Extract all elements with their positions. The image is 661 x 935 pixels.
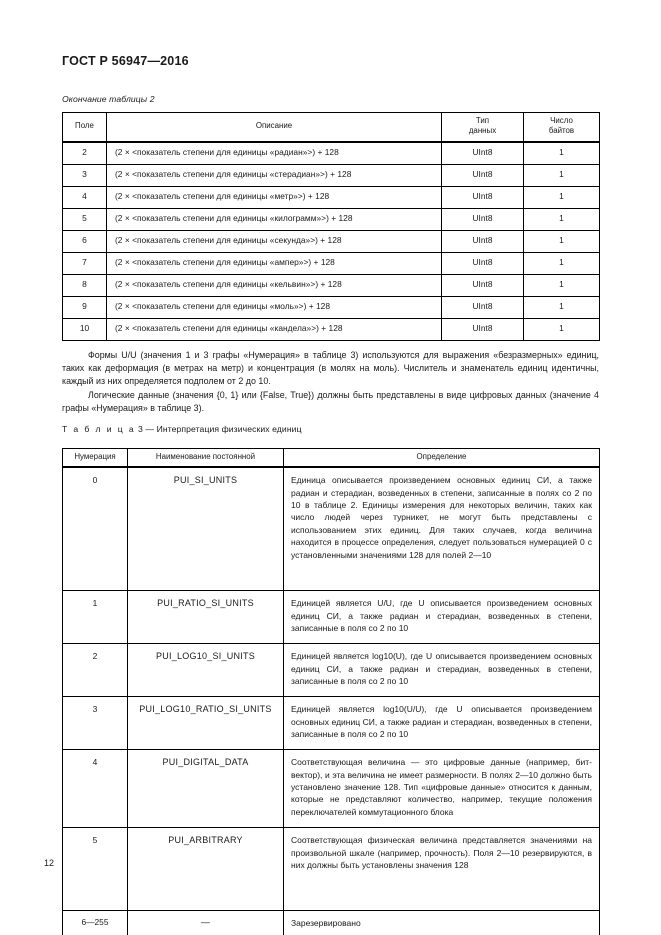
table2-cell-field: 2: [63, 142, 107, 165]
table2-cell-bytes: 1: [524, 318, 600, 340]
table2-caption: Окончание таблицы 2: [62, 94, 155, 104]
table3-body: [63, 467, 600, 935]
table2-cell-bytes: 1: [524, 230, 600, 252]
table-row: [63, 142, 600, 165]
table-row: [63, 591, 600, 644]
table2-cell-field: 5: [63, 208, 107, 230]
table-row: [63, 252, 600, 274]
paragraph-dimensionless-units: Формы U/U (значения 1 и 3 графы «Нумерация» в таблице 3) используются для выражения «безразмерных» единиц, таких как деформация (в метрах на метр) и концентрация (в молях на моль). Числитель и знаменатель единиц идентичны, каждый из них определяется подполем от 2 до 10.: [62, 350, 599, 387]
table3-cell-constant: PUI_RATIO_SI_UNITS: [128, 591, 284, 644]
table3-cell-definition: Зарезервировано: [284, 911, 600, 935]
table2-cell-type: UInt8: [442, 142, 524, 165]
table3-col-header-constant-name: Наименование постоянной: [128, 449, 284, 468]
table3-cell-constant: PUI_LOG10_RATIO_SI_UNITS: [128, 697, 284, 750]
table2-cell-type: UInt8: [442, 230, 524, 252]
table3-cell-definition: Единицей является log10(U), где U описывается произведением основных единиц СИ, а также радиан и стерадиан, возведенных в степени, записанные в поля со 2 по 10: [284, 644, 600, 697]
paragraph-logical-data: Логические данные (значения {0, 1} или {False, True}) должны быть представлены в виде цифровых данных (значение 4 графы «Нумерация» в таблице 3).: [62, 390, 599, 414]
table3-cell-constant: —: [128, 911, 284, 935]
table3-col-header-definition: Определение: [284, 449, 600, 468]
table2-col-header-data-type-line1: Тип: [475, 116, 490, 125]
table2-cell-field: 10: [63, 318, 107, 340]
table-row: [63, 467, 600, 591]
table2-col-header-description: Описание: [107, 113, 442, 142]
table2-cell-description: (2 × <показатель степени для единицы «радиан»>) + 128: [107, 142, 442, 165]
table-row: [63, 828, 600, 911]
table-row: [63, 274, 600, 296]
standard-number-header: ГОСТ Р 56947—2016: [62, 54, 189, 68]
table2-cell-type: UInt8: [442, 208, 524, 230]
table-row: [63, 750, 600, 828]
table2-cell-field: 7: [63, 252, 107, 274]
table3-cell-definition: Соответствующая величина — это цифровые данные (например, бит-вектор), и эта величина не имеет размерности. В полях 2—10 должно быть установлено значение 128. Тип «цифровые данные» относится к данным, которые не представляют количество, например, текущие положения переключателей коммутационного блока: [284, 750, 600, 828]
table2-cell-type: UInt8: [442, 252, 524, 274]
table-2-field-definitions: [62, 112, 600, 341]
table2-col-header-data-type: [442, 113, 524, 142]
table-row: [63, 230, 600, 252]
table2-body: [63, 142, 600, 341]
table2-col-header-data-type-line2: данных: [468, 126, 497, 136]
table2-cell-bytes: 1: [524, 186, 600, 208]
table2-cell-type: UInt8: [442, 186, 524, 208]
table3-cell-constant: PUI_DIGITAL_DATA: [128, 750, 284, 828]
table2-cell-bytes: 1: [524, 164, 600, 186]
table2-cell-type: UInt8: [442, 274, 524, 296]
table3-cell-constant: PUI_SI_UNITS: [128, 467, 284, 591]
table3-cell-definition: Единицей является log10(U/U), где U описывается произведением основных единиц СИ, а также радиан и стерадиан, возведенных в степени, записанные в поля со 2 по 10: [284, 697, 600, 750]
table3-cell-constant: PUI_LOG10_SI_UNITS: [128, 644, 284, 697]
table-row: [63, 911, 600, 935]
table3-cell-numeration: 6—255: [63, 911, 128, 935]
table2-col-header-field: Поле: [63, 113, 107, 142]
page-number: 12: [44, 858, 55, 868]
table2-cell-description: (2 × <показатель степени для единицы «метр»>) + 128: [107, 186, 442, 208]
table2-cell-field: 9: [63, 296, 107, 318]
table3-caption-text: — Интерпретация физических единиц: [145, 424, 302, 434]
table2-cell-field: 6: [63, 230, 107, 252]
table3-cell-definition: Соответствующая физическая величина представляется значениями на произвольной шкале (например, прочность). Поля 2—10 резервируются, в них должны быть установлены значения 128: [284, 828, 600, 911]
table2-cell-description: (2 × <показатель степени для единицы «моль»>) + 128: [107, 296, 442, 318]
table3-cell-numeration: 0: [63, 467, 128, 591]
table3-cell-numeration: 5: [63, 828, 128, 911]
table2-cell-field: 8: [63, 274, 107, 296]
table2-cell-description: (2 × <показатель степени для единицы «секунда»>) + 128: [107, 230, 442, 252]
table-row: [63, 318, 600, 340]
table-3-physical-unit-interpretation: [62, 448, 600, 935]
table-row: [63, 208, 600, 230]
table2-col-header-bytes-line2: байтов: [548, 126, 575, 136]
table-row: [63, 697, 600, 750]
table-row: [63, 296, 600, 318]
table2-col-header-bytes: [524, 113, 600, 142]
table2-cell-field: 4: [63, 186, 107, 208]
table2-cell-type: UInt8: [442, 318, 524, 340]
table3-caption-label: Т а б л и ц а: [62, 424, 136, 434]
table2-cell-bytes: 1: [524, 142, 600, 165]
table3-cell-numeration: 1: [63, 591, 128, 644]
table3-cell-constant: PUI_ARBITRARY: [128, 828, 284, 911]
table3-cell-numeration: 4: [63, 750, 128, 828]
table2-cell-bytes: 1: [524, 296, 600, 318]
table3-col-header-numeration: Нумерация: [63, 449, 128, 468]
table2-col-header-bytes-line1: Число: [550, 116, 573, 125]
table2-cell-description: (2 × <показатель степени для единицы «кельвин»>) + 128: [107, 274, 442, 296]
table2-cell-description: (2 × <показатель степени для единицы «кандела»>) + 128: [107, 318, 442, 340]
table2-cell-bytes: 1: [524, 274, 600, 296]
table2-cell-description: (2 × <показатель степени для единицы «ампер»>) + 128: [107, 252, 442, 274]
table3-caption: [62, 424, 302, 434]
table3-header-row: [63, 449, 600, 468]
table3-cell-definition: Единица описывается произведением основных единиц СИ, а также радиан и стерадиан, возведенных в степени, записанные в полях со 2 по 10 в таблице 2. Единицы измерения для некоторых величин, таких как число людей через турникет, не могут быть представлены с использованием этих единиц. Для таких случаев, когда величина находится в процессе определения, следует пользоваться нумерацией 0 с установленными значениями 128 для полей 2—10: [284, 467, 600, 591]
table2-cell-type: UInt8: [442, 296, 524, 318]
table2-cell-type: UInt8: [442, 164, 524, 186]
table-row: [63, 164, 600, 186]
table3-caption-number: 3: [138, 424, 143, 434]
table3-cell-definition: Единицей является U/U, где U описывается произведением основных единиц СИ, а также радиан и стерадиан, возведенных в степени, записанные в поля со 2 по 10: [284, 591, 600, 644]
table2-cell-bytes: 1: [524, 208, 600, 230]
table2-cell-bytes: 1: [524, 252, 600, 274]
table2-cell-description: (2 × <показатель степени для единицы «стерадиан»>) + 128: [107, 164, 442, 186]
table-row: [63, 644, 600, 697]
table3-cell-numeration: 2: [63, 644, 128, 697]
table3-cell-numeration: 3: [63, 697, 128, 750]
table2-cell-description: (2 × <показатель степени для единицы «килограмм»>) + 128: [107, 208, 442, 230]
table2-header-row: [63, 113, 600, 142]
table2-cell-field: 3: [63, 164, 107, 186]
table-row: [63, 186, 600, 208]
